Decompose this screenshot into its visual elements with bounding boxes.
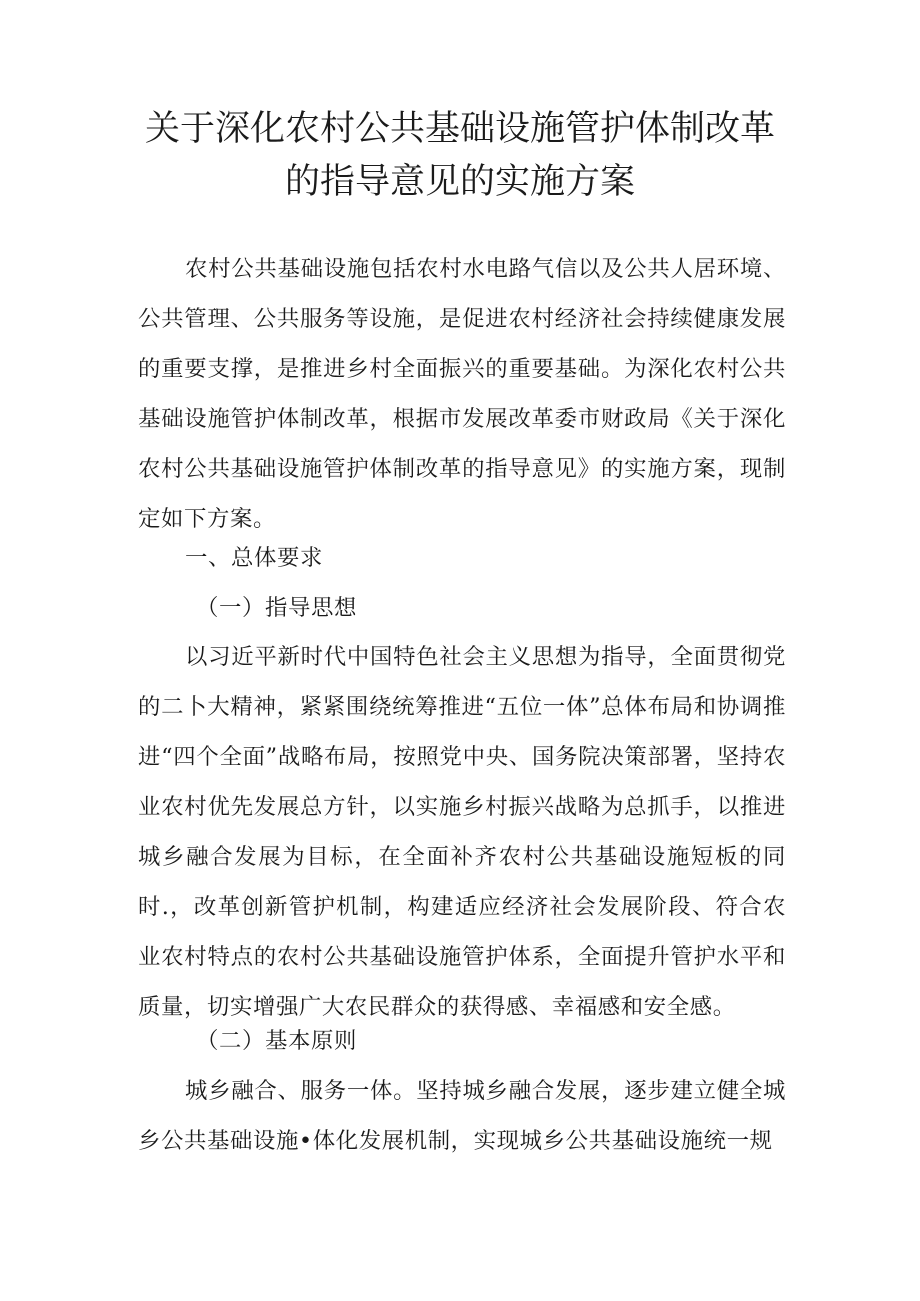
section-heading-overall-requirements: 一、总体要求 [185,545,323,571]
guiding-ideology-paragraph: 以习近平新时代中国特色社会主义思想为指导，全面贯彻党的二卜大精神，紧紧围绕统筹推进“五位一体”总体布局和协调推进“四个全面”战略布局，按照党中央、国务院决策部署，坚持农业农村优先发展总方针，以实施乡村振兴战略为总抓手，以推进城乡融合发展为目标，在全面补齐农村公共基础设施短板的同时.，改革创新管护机制，构建适应经济社会发展阶段、符合农业农村特点的农村公共基础设施管护体系，全面提升管护水平和质量，切实增强广大农民群众的获得感、幸福感和安全感。 [138,644,786,1020]
document-title-line-2: 的指导意见的实施方案 [284,162,635,202]
document-title-line-1: 关于深化农村公共基础设施管护体制改革 [144,109,775,149]
basic-principles-paragraph: 城乡融合、服务一体。坚持城乡融合发展，逐步建立健全城乡公共基础设施•体化发展机制，实现城乡公共基础设施统一规 [138,1078,786,1154]
subsection-heading-basic-principles: （二）基本原则 [196,1028,357,1054]
subsection-heading-guiding-ideology: （一）指导思想 [196,595,357,621]
intro-paragraph: 农村公共基础设施包括农村水电路气信以及公共人居环境、公共管理、公共服务等设施，是促进农村经济社会持续健康发展的重要支撑，是推进乡村全面振兴的重要基础。为深化农村公共基础设施管护体制改革，根据市发展改革委市财政局《关于深化农村公共基础设施管护体制改革的指导意见》的实施方案，现制定如下方案。 [138,256,786,532]
